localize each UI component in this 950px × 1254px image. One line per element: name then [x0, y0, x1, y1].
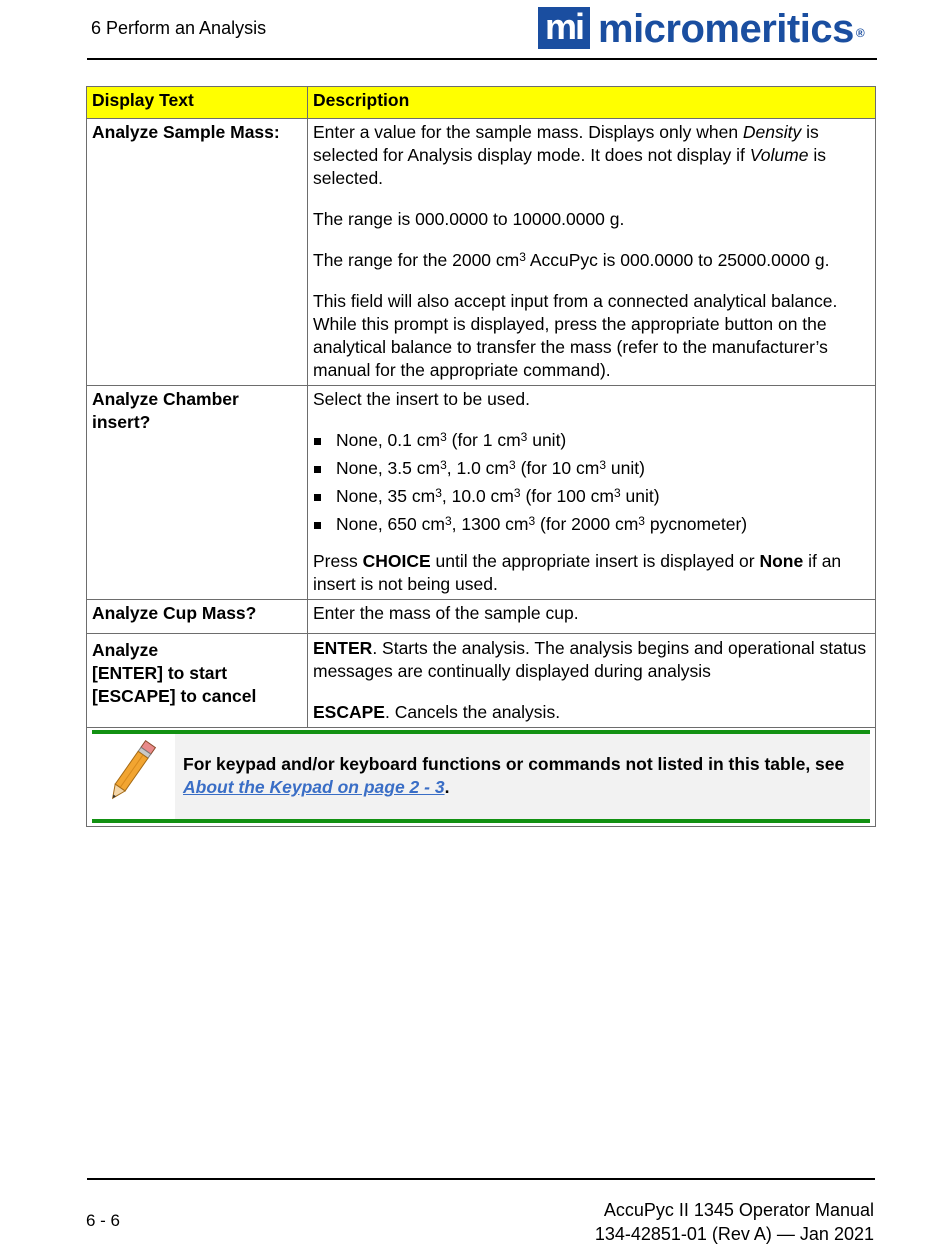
display-text-table [86, 86, 876, 827]
note-row [87, 728, 876, 827]
section-title: 6 Perform an Analysis [91, 18, 267, 38]
table-header-row [87, 87, 876, 119]
page-number: 6 - 6 [86, 1211, 121, 1230]
pencil-icon [100, 736, 162, 808]
list-item: None, 0.1 $cm^3$ (for 1 $cm^3$ unit) [313, 429, 870, 452]
note-text: For keypad and/or keyboard functions or commands not listed in this table, see About the Keypad on page 2 - 3. [175, 734, 870, 819]
row-desc-cup-mass: Enter the mass of the sample cup. [308, 600, 876, 634]
paragraph: Enter a value for the sample mass. Displays only when Density is selected for Analysis display mode. It does not display if Volume is selected. [313, 122, 826, 188]
list-item: None, 650 $cm^3$, 1300 $cm^3$ (for 2000 $cm^3$ pycnometer) [313, 513, 870, 536]
footer-manual-info [595, 1198, 874, 1246]
logo-wordmark: micromeritics ® [598, 7, 865, 51]
document-number: 134-42851-01 (Rev A) — Jan 2021 [594, 1224, 874, 1244]
list-item: None, 3.5 $cm^3$, 1.0 $cm^3$ (for 10 $cm^3$ unit) [313, 457, 870, 480]
row-desc-chamber-insert [308, 386, 876, 600]
micromeritics-logo [538, 7, 876, 51]
footer-divider [87, 1178, 875, 1180]
column-header-display-text: Display Text [87, 87, 308, 119]
paragraph: Press CHOICE until the appropriate insert is displayed or None if an insert is not being used. [313, 551, 842, 594]
note-box [92, 730, 870, 823]
logo-mark: mi [538, 7, 590, 49]
row-desc-sample-mass [308, 119, 876, 386]
table-row [87, 634, 876, 728]
table-row [87, 119, 876, 386]
row-desc-start [308, 634, 876, 728]
note-cell [87, 728, 876, 827]
header-divider [87, 58, 877, 60]
paragraph: The range for the 2000 $cm^3$ AccuPyc is 000.0000 to 25000.0000 g. [313, 250, 830, 270]
table-row [87, 600, 876, 634]
manual-title: AccuPyc II 1345 Operator Manual [603, 1200, 874, 1220]
paragraph: ESCAPE. Cancels the analysis. [313, 702, 561, 722]
row-label-sample-mass: Analyze Sample Mass: [87, 119, 308, 386]
paragraph: The range is 000.0000 to 10000.0000 g. [313, 209, 625, 229]
paragraph: Select the insert to be used. [313, 389, 530, 409]
keypad-page-link[interactable]: About the Keypad on page 2 - 3 [183, 777, 445, 797]
insert-options-list [313, 429, 870, 536]
row-label-start: Analyze [ENTER] to start [ESCAPE] to cancel [87, 634, 308, 728]
list-item: None, 35 $cm^3$, 10.0 $cm^3$ (for 100 $cm^3$ unit) [313, 485, 870, 508]
row-label-cup-mass: Analyze Cup Mass? [87, 600, 308, 634]
row-label-chamber-insert: Analyze Chamber insert? [87, 386, 308, 600]
paragraph: ENTER. Starts the analysis. The analysis begins and operational status messages are continually displayed during analysis [313, 638, 867, 681]
column-header-description: Description [308, 87, 876, 119]
table-row [87, 386, 876, 600]
paragraph: This field will also accept input from a connected analytical balance. While this prompt is displayed, press the appropriate button on the analytical balance to transfer the mass (refer to the manufacturer’s manual for the appropriate command). [313, 291, 838, 380]
